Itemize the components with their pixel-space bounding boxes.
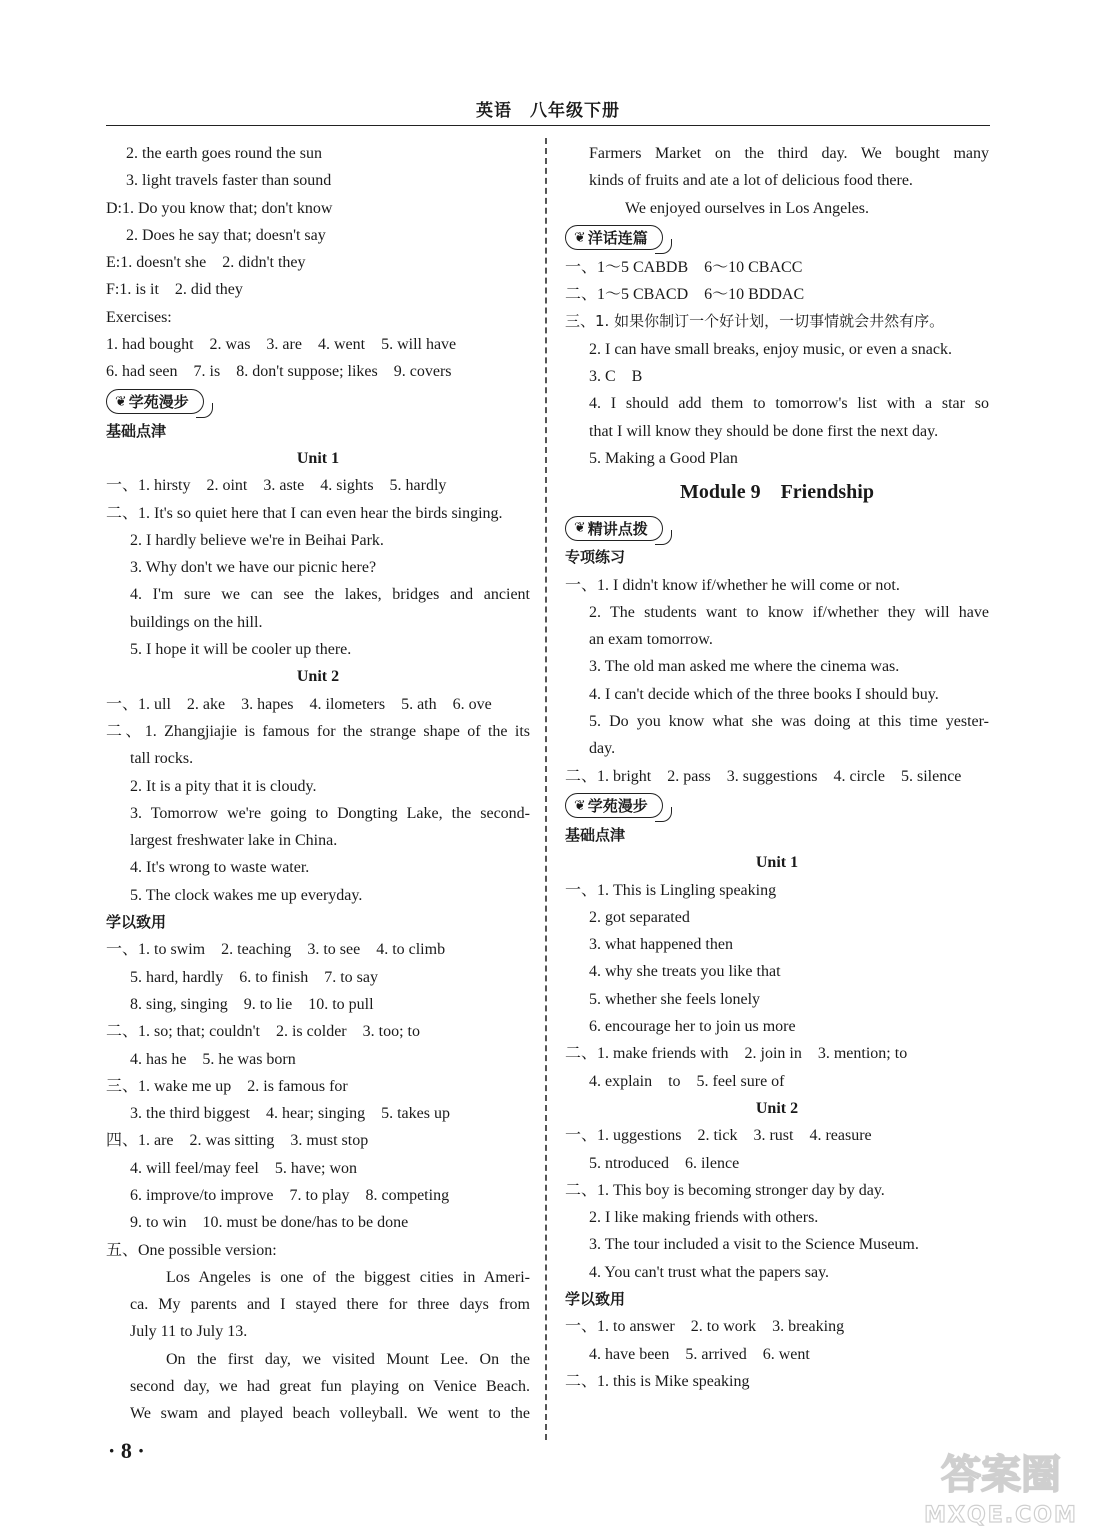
- answer-line: 3. the third biggest 4. hear; singing 5. takes up: [130, 1105, 450, 1123]
- answer-line: 一、1. to answer 2. to work 3. breaking: [565, 1318, 845, 1336]
- answer-line: 3. light travels faster than sound: [126, 172, 332, 190]
- answer-line: 4. explain to 5. feel sure of: [589, 1072, 785, 1090]
- answer-line: that I will know they should be done first the next day.: [589, 422, 939, 440]
- answer-line: 一、1. to swim 2. teaching 3. to see 4. to climb: [106, 941, 446, 959]
- answer-line: 3. C B: [589, 368, 643, 386]
- essay-line: We swam and played beach volleyball. We went to the: [130, 1405, 530, 1423]
- leaf-icon: ❦: [574, 229, 586, 246]
- answer-line: Exercises:: [106, 308, 172, 326]
- answer-line: 4. has he 5. he was born: [130, 1050, 296, 1068]
- page-header: 英语 八年级下册: [476, 101, 620, 121]
- badge-label: 学苑漫步: [587, 797, 648, 816]
- badge-label: 学苑漫步: [128, 393, 189, 412]
- section-badge: [565, 790, 989, 822]
- leaf-icon: ❦: [574, 520, 586, 537]
- watermark-text: 答案圈: [941, 1452, 1061, 1498]
- answer-line: 4. will feel/may feel 5. have; won: [130, 1159, 358, 1177]
- watermark-logo: [916, 1440, 1086, 1530]
- leaf-icon: ❦: [574, 797, 586, 814]
- leaf-icon: ❦: [115, 393, 127, 410]
- answer-line: 2. I hardly believe we're in Beihai Park.: [130, 531, 384, 549]
- column-divider: [545, 138, 547, 1440]
- answer-line: 2. The students want to know if/whether they will have: [589, 603, 989, 621]
- badge-label: 精讲点拨: [587, 519, 648, 538]
- answer-line: 4. I can't decide which of the three books I should buy.: [589, 685, 939, 703]
- answer-line: 6. encourage her to join us more: [589, 1018, 796, 1036]
- answer-line: 9. to win 10. must be done/has to be done: [130, 1214, 409, 1232]
- right-column: [565, 140, 989, 1395]
- essay-line: second day, we had great fun playing on Venice Beach.: [130, 1378, 530, 1396]
- section-label: 基础点津: [565, 825, 626, 844]
- answer-line: an exam tomorrow.: [589, 631, 713, 649]
- answer-line: 2. the earth goes round the sun: [126, 145, 322, 162]
- essay-line: We enjoyed ourselves in Los Angeles.: [625, 199, 869, 217]
- answer-line: day.: [589, 740, 616, 758]
- answer-line: tall rocks.: [130, 750, 194, 768]
- left-column: [106, 140, 530, 1428]
- answer-line: F:1. is it 2. did they: [106, 281, 243, 299]
- answer-line: 5. Do you know what she was doing at this time yester-: [589, 713, 989, 731]
- answer-line: 二、1. so; that; couldn't 2. is colder 3. too; to: [106, 1023, 420, 1041]
- watermark-url: MXQE.COM: [924, 1503, 1078, 1528]
- answer-line: 3. The tour included a visit to the Science Museum.: [589, 1236, 919, 1254]
- essay-line: July 11 to July 13.: [130, 1323, 248, 1341]
- answer-line: 2. I can have small breaks, enjoy music, or even a snack.: [589, 340, 952, 358]
- answer-line: 二、1. make friends with 2. join in 3. mention; to: [565, 1045, 908, 1063]
- answer-line: 4. have been 5. arrived 6. went: [589, 1345, 810, 1363]
- essay-line: kinds of fruits and ate a lot of delicious food there.: [589, 172, 913, 190]
- section-label: 基础点津: [106, 421, 167, 440]
- essay-line: Farmers Market on the third day. We bought many: [589, 145, 989, 162]
- answer-line: 一、1～5 CABDB 6～10 CBACC: [565, 258, 803, 276]
- unit-title: Unit 1: [755, 854, 799, 872]
- answer-line: 二、1. this is Mike speaking: [565, 1372, 750, 1390]
- answer-line: 二、1. Zhangjiajie is famous for the strange shape of the its: [106, 722, 530, 740]
- answer-line: 3. what happened then: [589, 936, 733, 954]
- answer-line: 2. got separated: [589, 908, 690, 926]
- answer-line: D:1. Do you know that; don't know: [106, 199, 333, 217]
- answer-line: 6. had seen 7. is 8. don't suppose; likes 9. covers: [106, 363, 452, 381]
- essay-line: On the first day, we visited Mount Lee. On the: [166, 1350, 530, 1368]
- section-label: 学以致用: [106, 913, 167, 932]
- answer-line: 6. improve/to improve 7. to play 8. competing: [130, 1186, 450, 1204]
- answer-line: 二、1. It's so quiet here that I can even hear the birds singing.: [106, 504, 503, 522]
- section-badge: [106, 386, 530, 418]
- answer-line: 2. I like making friends with others.: [589, 1209, 819, 1227]
- section-label: 学以致用: [565, 1289, 626, 1308]
- essay-line: Los Angeles is one of the biggest cities in Ameri-: [166, 1268, 530, 1286]
- answer-line: 4. why she treats you like that: [589, 963, 781, 981]
- answer-line: buildings on the hill.: [130, 613, 263, 631]
- badge-label: 洋话连篇: [587, 229, 648, 248]
- answer-line: 4. It's wrong to waste water.: [130, 859, 310, 877]
- answer-line: 四、1. are 2. was sitting 3. must stop: [106, 1132, 369, 1150]
- answer-line: 二、1. This boy is becoming stronger day by day.: [565, 1181, 885, 1199]
- answer-line: E:1. doesn't she 2. didn't they: [106, 254, 306, 272]
- answer-line: 8. sing, singing 9. to lie 10. to pull: [130, 995, 374, 1013]
- unit-title: Unit 2: [296, 668, 340, 686]
- answer-line: 4. You can't trust what the papers say.: [589, 1263, 830, 1281]
- header-rule: [106, 125, 990, 126]
- unit-title: Unit 2: [755, 1099, 799, 1117]
- answer-line: 4. I'm sure we can see the lakes, bridges and ancient: [130, 586, 530, 604]
- answer-line: 5. I hope it will be cooler up there.: [130, 641, 352, 659]
- answer-line: 4. I should add them to tomorrow's list with a star so: [589, 395, 989, 413]
- section-badge: [565, 512, 989, 544]
- unit-title: Unit 1: [296, 449, 340, 467]
- answer-line: 2. It is a pity that it is cloudy.: [130, 777, 317, 795]
- answer-line: 一、1. I didn't know if/whether he will come or not.: [565, 576, 900, 594]
- answer-line: 5. ntroduced 6. ilence: [589, 1154, 740, 1172]
- answer-line: 一、1. uggestions 2. tick 3. rust 4. reasure: [565, 1127, 872, 1145]
- page-number: · 8 ·: [108, 1438, 145, 1463]
- answer-line: largest freshwater lake in China.: [130, 832, 338, 850]
- answer-line: 3. Tomorrow we're going to Dongting Lake, the second-: [130, 804, 530, 822]
- answer-line: 3. Why don't we have our picnic here?: [130, 559, 377, 577]
- answer-line: 1. had bought 2. was 3. are 4. went 5. will have: [106, 336, 457, 354]
- answer-line: 一、1. This is Lingling speaking: [565, 881, 777, 899]
- answer-line: 2. Does he say that; doesn't say: [126, 226, 326, 244]
- answer-line: 二、1～5 CBACD 6～10 BDDAC: [565, 286, 805, 304]
- answer-line: 五、One possible version:: [106, 1241, 277, 1259]
- answer-line: 5. whether she feels lonely: [589, 990, 761, 1008]
- answer-line: 一、1. hirsty 2. oint 3. aste 4. sights 5. hardly: [106, 477, 447, 495]
- answer-line: 5. The clock wakes me up everyday.: [130, 886, 363, 904]
- answer-line: 三、1. wake me up 2. is famous for: [106, 1077, 348, 1095]
- answer-line: 5. Making a Good Plan: [589, 449, 738, 467]
- answer-line: 一、1. ull 2. ake 3. hapes 4. ilometers 5. ath 6. ove: [106, 695, 492, 713]
- answer-line: 二、1. bright 2. pass 3. suggestions 4. circle 5. silence: [565, 767, 962, 785]
- essay-line: ca. My parents and I stayed there for three days from: [130, 1296, 530, 1314]
- section-label: 专项练习: [565, 548, 626, 567]
- module-title: Module 9 Friendship: [680, 481, 874, 504]
- answer-line: 5. hard, hardly 6. to finish 7. to say: [130, 968, 378, 986]
- section-badge: [565, 222, 989, 254]
- answer-line: 三、1. 如果你制订一个好计划，一切事情就会井然有序。: [565, 312, 945, 331]
- answer-line: 3. The old man asked me where the cinema was.: [589, 658, 900, 676]
